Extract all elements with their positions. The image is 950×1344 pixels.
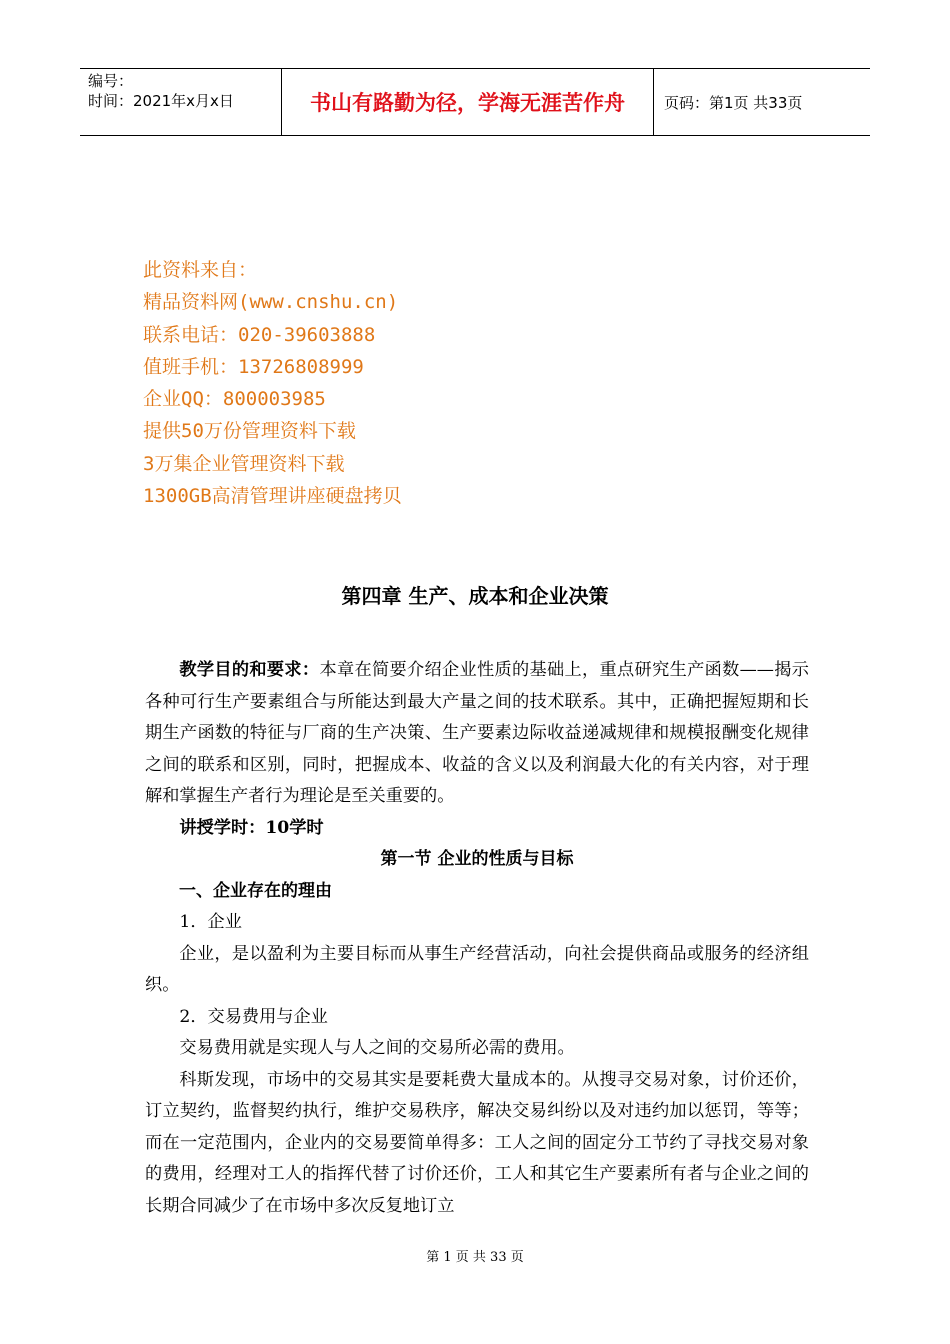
chapter-title: 第四章 生产、成本和企业决策	[341, 584, 609, 608]
header-table	[80, 68, 870, 136]
source-line: 值班手机：13726808999	[143, 355, 364, 378]
source-line: 提供50万份管理资料下载	[143, 420, 356, 443]
item-enterprise: 1．企业	[179, 912, 242, 932]
source-line: 联系电话：020-39603888	[143, 323, 376, 346]
teaching-hours: 讲授学时：10学时	[179, 817, 324, 838]
section-title: 第一节 企业的性质与目标	[380, 849, 574, 869]
header-meta-cell	[80, 69, 282, 135]
source-line: 1300GB高清管理讲座硬盘拷贝	[143, 485, 402, 508]
page-footer: 第 1 页 共 33 页	[426, 1250, 524, 1265]
objectives-text: 本章在简要介绍企业性质的基础上，重点研究生产函数——揭示各种可行生产要素组合与所能达到最大产量之间的技术联系。其中，正确把握短期和长期生产函数的特征与厂商的生产决策、生产要素边际收益递减规律和规模报酬变化规律之间的联系和区别，同时，把握成本、收益的含义以及利润最大化的有关内容，对于理解和掌握生产者行为理论是至关重要的。	[145, 660, 809, 806]
header-page-info: 页码：第1页 共33页	[664, 93, 803, 112]
source-line: 3万集企业管理资料下载	[143, 452, 345, 475]
number-label: 编号：	[88, 72, 134, 90]
source-info-block	[143, 254, 402, 512]
source-line: 精品资料网(www.cnshu.cn)	[143, 291, 399, 314]
source-line: 企业QQ：800003985	[143, 388, 326, 411]
heading-reason: 一、企业存在的理由	[179, 880, 332, 901]
item-transaction-cost: 2．交易费用与企业	[179, 1006, 328, 1027]
transaction-cost-definition: 交易费用就是实现人与人之间的交易所必需的费用。	[179, 1038, 575, 1058]
source-line: 此资料来自：	[143, 259, 258, 281]
header-motto: 书山有路勤为径，学海无涯苦作舟	[282, 69, 654, 135]
time-label: 时间：2021年x月x日	[88, 92, 234, 110]
coase-paragraph: 科斯发现，市场中的交易其实是要耗费大量成本的。从搜寻交易对象，讨价还价，订立契约，监督契约执行，维护交易秩序，解决交易纠纷以及对违约加以惩罚，等等；而在一定范围内，企业内的交易要简单得多：工人之间的固定分工节约了寻找交易对象的费用，经理对工人的指挥代替了讨价还价，工人和其它生产要素所有者与企业之间的长期合同减少了在市场中多次反复地订立	[145, 1069, 809, 1216]
enterprise-definition: 企业，是以盈利为主要目标而从事生产经营活动，向社会提供商品或服务的经济组织。	[145, 943, 809, 995]
document-body	[145, 655, 809, 1222]
objectives-paragraph	[145, 655, 809, 813]
objectives-label: 教学目的和要求：	[179, 660, 320, 680]
